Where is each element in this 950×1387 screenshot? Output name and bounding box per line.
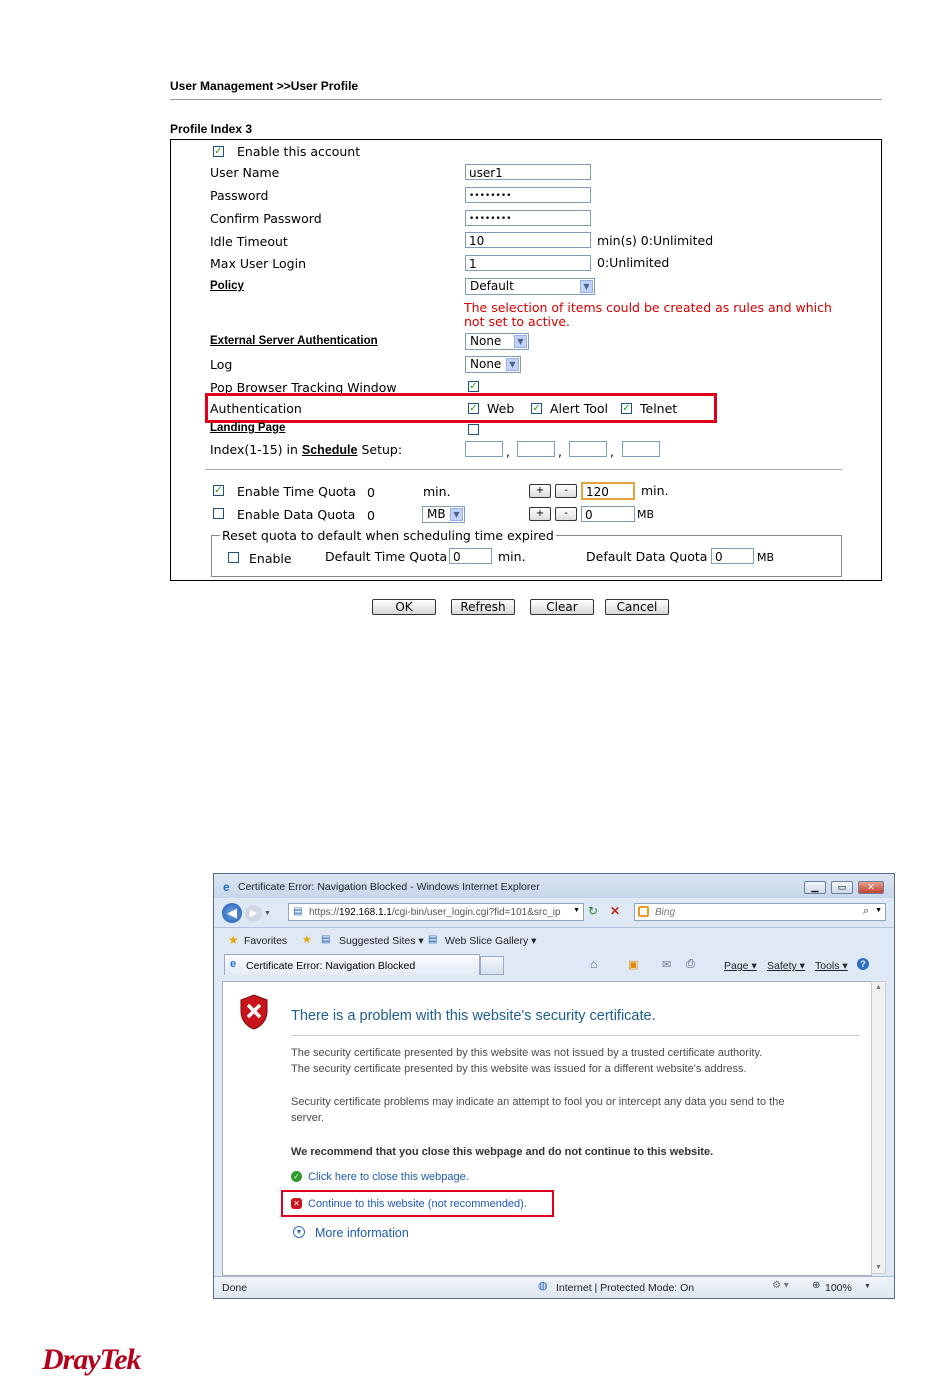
data-quota-checkbox[interactable] — [213, 508, 224, 519]
default-time-quota-label: Default Time Quota — [325, 549, 448, 564]
address-host: 192.168.1.1 — [339, 907, 392, 918]
policy-note-line2: not set to active. — [464, 314, 571, 329]
close-webpage-link[interactable]: Click here to close this webpage. — [308, 1171, 469, 1183]
reset-enable-checkbox[interactable] — [228, 552, 239, 563]
quota-divider — [205, 469, 842, 470]
more-information-link[interactable]: More information — [315, 1226, 409, 1240]
cert-error-heading: There is a problem with this website's security certificate. — [291, 1008, 656, 1024]
address-rest: /cgi-bin/user_login.cgi?fid=101&src_ip — [391, 907, 561, 918]
chevron-down-icon: ▼ — [514, 335, 527, 348]
home-icon[interactable]: ⌂ — [590, 957, 598, 971]
refresh-button[interactable]: Refresh — [451, 599, 515, 615]
suggested-sites-link[interactable]: Suggested Sites ▾ — [339, 935, 424, 947]
profile-title: Profile Index 3 — [170, 122, 253, 136]
safety-menu[interactable]: Safety ▾ — [767, 960, 805, 972]
authentication-label: Authentication — [210, 401, 302, 416]
suggested-sites-icon: ▤ — [321, 934, 331, 945]
confirm-password-label: Confirm Password — [210, 211, 322, 226]
recommendation-text: We recommend that you close this webpage and do not continue to this website. — [291, 1146, 714, 1158]
page-icon: ▤ — [293, 906, 303, 917]
data-quota-input[interactable]: 0 — [581, 506, 635, 522]
popup-tracking-checkbox[interactable]: ✓ — [469, 381, 478, 392]
feeds-icon[interactable]: ▣ — [628, 959, 639, 971]
password-input[interactable]: •••••••• — [465, 187, 591, 203]
maximize-button[interactable]: ▭ — [831, 881, 853, 894]
reset-enable-label: Enable — [249, 551, 292, 566]
max-login-input[interactable]: 1 — [465, 255, 591, 271]
popup-tracking-label: Pop Browser Tracking Window — [210, 380, 397, 395]
search-icon[interactable]: ⌕ — [862, 905, 869, 917]
web-slice-gallery-link[interactable]: Web Slice Gallery ▾ — [445, 935, 537, 947]
log-select-value: None — [470, 357, 502, 371]
address-dropdown-icon[interactable]: ▼ — [573, 907, 580, 914]
header-divider — [170, 99, 882, 100]
time-quota-minus-button[interactable]: - — [555, 484, 577, 498]
separator-comma: , — [506, 444, 510, 459]
default-time-quota-unit: min. — [498, 549, 526, 564]
status-zoom[interactable]: 100% — [825, 1282, 852, 1294]
shield-error-icon — [239, 994, 269, 1030]
tab-title: Certificate Error: Navigation Blocked — [246, 960, 416, 972]
search-box[interactable] — [634, 903, 886, 921]
max-login-hint: 0:Unlimited — [597, 255, 670, 270]
check-shield-icon: ✓ — [291, 1171, 302, 1182]
enable-account-checkbox[interactable]: ✓ — [214, 146, 223, 157]
schedule-index-2-input[interactable] — [517, 441, 555, 457]
search-placeholder: Bing — [655, 907, 676, 918]
search-dropdown-icon[interactable]: ▼ — [875, 907, 882, 914]
cert-error-p3a: Security certificate problems may indicate an attempt to fool you or intercept any data you send to the — [291, 1096, 785, 1108]
reset-quota-legend: Reset quota to default when scheduling time expired — [222, 528, 554, 543]
idle-timeout-input[interactable]: 10 — [465, 232, 591, 248]
external-auth-select[interactable] — [465, 333, 529, 350]
default-data-quota-input[interactable]: 0 — [711, 548, 754, 564]
ie-browser-window — [213, 873, 895, 1299]
data-quota-unit2: MB — [637, 508, 655, 521]
auth-alert-tool-label: Alert Tool — [550, 401, 609, 416]
auth-telnet-checkbox[interactable]: ✓ — [622, 403, 631, 414]
warning-shield-icon: ✕ — [291, 1198, 302, 1209]
ie-tab-icon: e — [230, 958, 237, 970]
schedule-index-4-input[interactable] — [622, 441, 660, 457]
zoom-dropdown-icon[interactable]: ▼ — [864, 1283, 871, 1290]
heading-divider — [291, 1035, 859, 1036]
confirm-password-input[interactable]: •••••••• — [465, 210, 591, 226]
schedule-index-1-input[interactable] — [465, 441, 503, 457]
stop-icon[interactable]: ✕ — [610, 904, 621, 918]
ie-status-bar — [214, 1276, 894, 1299]
landing-page-link[interactable]: Landing Page — [210, 422, 286, 434]
data-quota-unit-value: MB — [427, 507, 446, 521]
forward-button[interactable]: ▶ — [245, 905, 262, 922]
page-menu[interactable]: Page ▾ — [724, 960, 757, 972]
auth-alert-tool-checkbox[interactable]: ✓ — [532, 403, 541, 414]
schedule-prefix: Index(1-15) in — [210, 442, 298, 457]
data-quota-unit-select[interactable] — [422, 506, 465, 523]
external-auth-link[interactable]: External Server Authentication — [210, 335, 378, 347]
schedule-suffix: Setup: — [361, 442, 403, 457]
tools-menu[interactable]: Tools ▾ — [815, 960, 848, 972]
recent-pages-dropdown[interactable]: ▼ — [264, 910, 271, 917]
auth-web-checkbox[interactable]: ✓ — [469, 403, 478, 414]
cert-error-p2: The security certificate presented by this website was issued for a different website's address. — [291, 1063, 747, 1075]
policy-link[interactable]: Policy — [210, 280, 244, 292]
vertical-scrollbar[interactable] — [871, 981, 886, 1274]
draytek-logo: DrayTek — [42, 1343, 141, 1376]
time-quota-unit2: min. — [641, 483, 669, 498]
bing-icon — [638, 906, 649, 917]
log-label: Log — [210, 357, 233, 372]
time-quota-plus-button[interactable]: + — [529, 484, 551, 498]
continue-to-website-link[interactable]: Continue to this website (not recommended). — [308, 1198, 527, 1210]
data-quota-minus-button[interactable]: - — [555, 507, 577, 521]
zoom-icon: ⊕ — [812, 1280, 821, 1291]
auth-telnet-label: Telnet — [640, 401, 678, 416]
user-name-label: User Name — [210, 165, 280, 180]
address-text — [309, 907, 561, 918]
add-favorite-icon[interactable]: ★ — [302, 934, 312, 946]
idle-timeout-label: Idle Timeout — [210, 234, 288, 249]
expand-chevron-icon[interactable]: ▼ — [293, 1226, 305, 1238]
minimize-button[interactable]: ▁ — [804, 881, 826, 894]
toolbar-divider — [214, 927, 894, 928]
chevron-down-icon: ▼ — [580, 280, 593, 293]
close-window-button[interactable]: ✕ — [858, 881, 884, 894]
cert-error-p3b: server. — [291, 1112, 325, 1124]
mail-icon[interactable]: ✉ — [662, 959, 672, 971]
status-zone: Internet | Protected Mode: On — [556, 1282, 695, 1294]
policy-select[interactable] — [465, 278, 595, 295]
ie-logo-icon: e — [223, 880, 230, 894]
time-quota-checkbox[interactable]: ✓ — [214, 485, 223, 496]
chevron-down-icon: ▼ — [506, 358, 519, 371]
time-quota-used: 0 — [367, 485, 375, 500]
active-tab[interactable] — [224, 954, 480, 975]
chevron-down-icon: ▼ — [450, 508, 463, 521]
schedule-index-3-input[interactable] — [569, 441, 607, 457]
time-quota-input[interactable]: 120 — [581, 482, 635, 500]
default-data-quota-unit: MB — [757, 551, 775, 564]
password-label: Password — [210, 188, 269, 203]
web-slice-icon: ▤ — [428, 934, 438, 945]
address-prefix: https:// — [309, 907, 340, 918]
favorites-star-icon: ★ — [228, 933, 239, 947]
data-quota-plus-button[interactable]: + — [529, 507, 551, 521]
separator-comma: , — [558, 444, 562, 459]
print-icon[interactable]: ⎙ — [686, 958, 695, 970]
external-auth-select-value: None — [470, 334, 502, 348]
policy-note-line1: The selection of items could be created as rules and which — [464, 300, 832, 315]
status-addons-icon[interactable]: ⚙ ▾ — [772, 1280, 789, 1291]
ie-page-content — [222, 981, 872, 1276]
globe-icon: ◍ — [538, 1280, 548, 1292]
default-data-quota-label: Default Data Quota — [586, 549, 708, 564]
time-quota-unit: min. — [423, 484, 451, 499]
policy-select-value: Default — [470, 279, 514, 293]
ie-window-title: Certificate Error: Navigation Blocked - Windows Internet Explorer — [238, 881, 540, 893]
status-done: Done — [222, 1282, 248, 1294]
data-quota-used: 0 — [367, 508, 375, 523]
landing-page-checkbox[interactable] — [468, 424, 479, 435]
user-name-input[interactable]: user1 — [465, 164, 591, 180]
help-icon[interactable]: ? — [857, 958, 869, 970]
favorites-button[interactable]: Favorites — [244, 935, 288, 947]
breadcrumb: User Management >>User Profile — [170, 79, 359, 93]
log-select[interactable] — [465, 356, 521, 373]
separator-comma: , — [610, 444, 614, 459]
enable-account-label: Enable this account — [237, 144, 361, 159]
scroll-up-icon[interactable]: ▲ — [875, 984, 882, 991]
schedule-link[interactable]: Schedule — [301, 443, 358, 457]
back-button[interactable]: ◀ — [222, 903, 242, 923]
refresh-icon[interactable]: ↻ — [588, 904, 599, 918]
data-quota-label: Enable Data Quota — [237, 507, 356, 522]
default-time-quota-input[interactable]: 0 — [449, 548, 492, 564]
schedule-row-label — [210, 442, 402, 457]
address-bar[interactable] — [288, 903, 584, 921]
max-login-label: Max User Login — [210, 256, 307, 271]
cancel-button[interactable]: Cancel — [605, 599, 669, 615]
cert-error-p1: The security certificate presented by this website was not issued by a trusted certificate authority. — [291, 1047, 763, 1059]
ok-button[interactable]: OK — [372, 599, 436, 615]
idle-timeout-hint: min(s) 0:Unlimited — [597, 233, 714, 248]
auth-web-label: Web — [487, 401, 515, 416]
clear-button[interactable]: Clear — [530, 599, 594, 615]
scroll-down-icon[interactable]: ▼ — [875, 1264, 882, 1271]
time-quota-label: Enable Time Quota — [237, 484, 357, 499]
new-tab-button[interactable] — [480, 956, 504, 975]
authentication-highlight — [205, 393, 717, 423]
continue-link-highlight — [281, 1190, 554, 1217]
